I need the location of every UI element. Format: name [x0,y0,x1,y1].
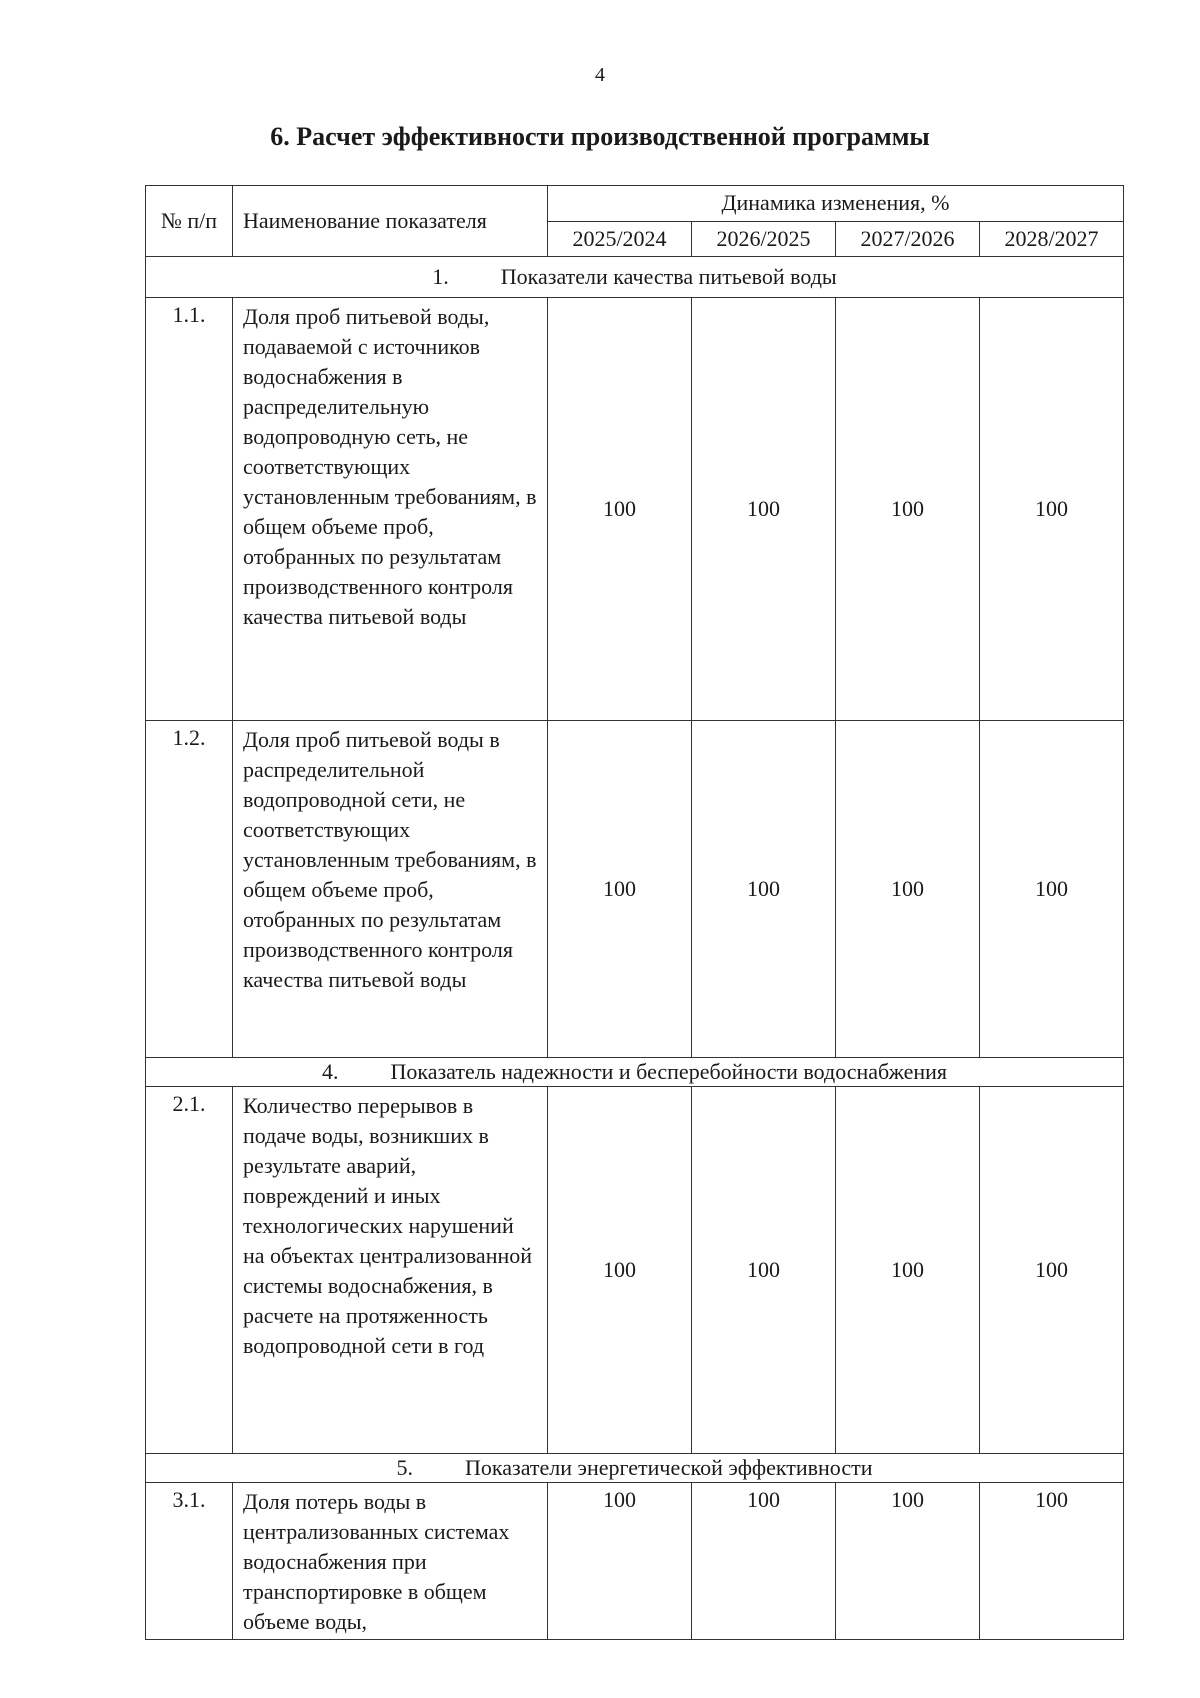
row-value: 100 [548,1087,692,1454]
section-row [146,1058,1124,1087]
row-value: 100 [836,1087,980,1454]
row-value: 100 [692,721,836,1058]
table-row [146,1483,1124,1640]
row-value: 100 [836,1483,980,1640]
table-row [146,721,1124,1058]
header-dynamics: Динамика изменения, % [548,186,1124,222]
section-header [146,1058,1124,1087]
section-title: Показатели энергетической эффективности [465,1455,873,1480]
efficiency-table [145,185,1124,1640]
table-row [146,1087,1124,1454]
section-row [146,257,1124,298]
section-number: 5. [396,1455,414,1480]
header-period: 2028/2027 [980,221,1124,257]
row-indicator-name: Количество перерывов в подаче воды, возникших в результате аварий, повреждений и иных технологических нарушений на объектах централизованной системы водоснабжения, в расчете на протяженность водопроводной сети в год [233,1087,548,1454]
section-header [146,257,1124,298]
row-value: 100 [548,298,692,721]
header-name: Наименование показателя [233,186,548,257]
row-value: 100 [692,1483,836,1640]
row-number: 1.2. [146,721,233,1058]
row-number: 2.1. [146,1087,233,1454]
section-title: Показатель надежности и бесперебойности водоснабжения [390,1059,948,1084]
page-number: 4 [595,64,605,86]
row-value: 100 [980,298,1124,721]
row-value: 100 [836,298,980,721]
page-title: 6. Расчет эффективности производственной программы [270,122,930,151]
row-indicator-name: Доля проб питьевой воды в распределительной водопроводной сети, не соответствующих установленным требованиям, в общем объеме проб, отобранных по результатам производственного контроля качества питьевой воды [233,721,548,1058]
row-value: 100 [548,721,692,1058]
row-value: 100 [548,1483,692,1640]
row-value: 100 [980,1483,1124,1640]
row-value: 100 [836,721,980,1058]
section-title: Показатели качества питьевой воды [500,264,837,289]
row-number: 3.1. [146,1483,233,1640]
row-number: 1.1. [146,298,233,721]
row-indicator-name: Доля проб питьевой воды, подаваемой с источников водоснабжения в распределительную водопроводную сеть, не соответствующих установленным требованиям, в общем объеме проб, отобранных по результатам производственного контроля качества питьевой воды [233,298,548,721]
header-period: 2026/2025 [692,221,836,257]
row-value: 100 [692,1087,836,1454]
header-period: 2025/2024 [548,221,692,257]
row-value: 100 [692,298,836,721]
header-num: № п/п [146,186,233,257]
row-value: 100 [980,721,1124,1058]
section-number: 1. [432,264,449,289]
section-row [146,1454,1124,1483]
section-header [146,1454,1124,1483]
section-number: 4. [321,1059,339,1084]
table-row [146,298,1124,721]
row-indicator-name: Доля потерь воды в централизованных системах водоснабжения при транспортировке в общем объеме воды, [233,1483,548,1640]
header-period: 2027/2026 [836,221,980,257]
row-value: 100 [980,1087,1124,1454]
